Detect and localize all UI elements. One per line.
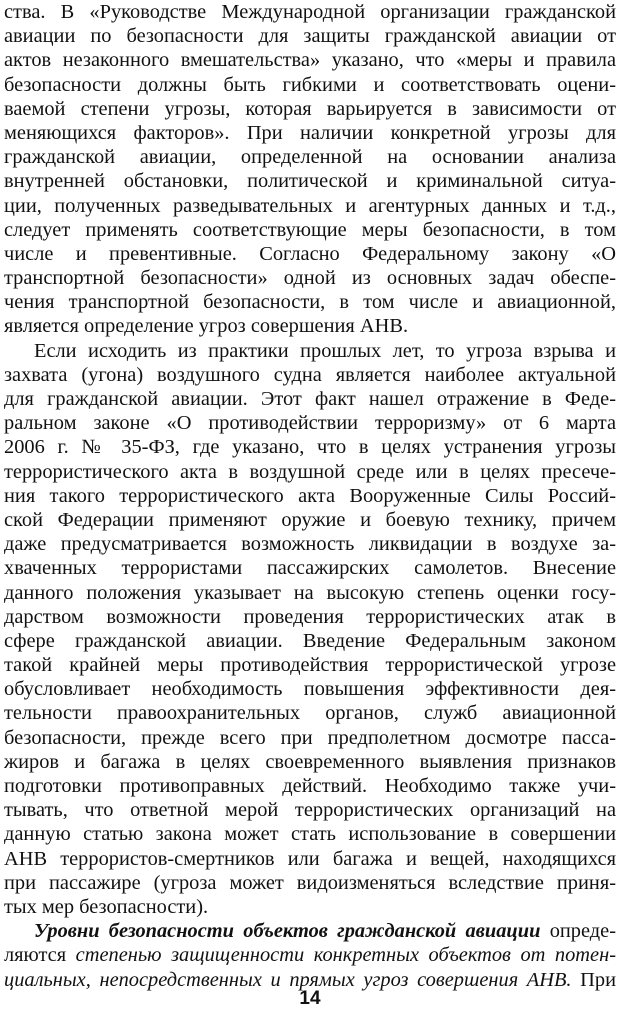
definition-line <box>4 943 616 967</box>
text-line: ния такого террористического акта Вооруженные Силы Россий- <box>4 484 616 507</box>
definition-line <box>4 919 616 943</box>
text-line: является определение угроз совершения АНВ. <box>4 315 409 338</box>
text-line: захвата (угона) воздушного судна является наиболее актуальной <box>4 363 616 386</box>
text-line: числе и превентивные. Согласно Федеральному закону «О <box>4 242 616 265</box>
text-line: внутренней обстановки, политической и криминальной ситуа- <box>4 170 616 193</box>
document-page <box>4 0 616 1022</box>
text-line: даже предусматривается возможность ликвидации в воздухе за- <box>4 533 616 556</box>
text-line: авиации по безопасности для защиты гражданской авиации от <box>4 25 616 48</box>
italic-text-run: степенью защищенности конкретных объектов от потен- <box>75 944 616 967</box>
text-line: меняющихся факторов». При наличии конкретной угрозы для <box>4 121 616 144</box>
text-line: следует применять соответствующие меры безопасности, в том <box>4 218 616 241</box>
text-line: ства. В «Руководстве Международной организации гражданской <box>4 1 616 23</box>
text-line: хваченных террористами пассажирских самолетов. Внесение <box>4 557 616 580</box>
text-line: такой крайней меры противодействия террористической угрозе <box>4 654 616 677</box>
text-run: опреде- <box>540 920 616 943</box>
text-line: АНВ террористов-смертников или багажа и вещей, находящихся <box>4 847 616 870</box>
text-line: ральном законе «О противодействии терроризму» от 6 марта <box>4 412 616 435</box>
text-line: 2006 г. № 35-ФЗ, где указано, что в целях устранения угрозы <box>4 436 616 459</box>
text-line: жиров и багажа в целях своевременного выявления признаков <box>4 750 616 773</box>
text-line: при пассажире (угроза может видоизменяться вследствие приня- <box>4 871 616 894</box>
text-line: тых мер безопасности). <box>4 895 209 918</box>
text-line: актов незаконного вмешательства» указано, что «меры и правила <box>4 49 616 72</box>
body-text <box>4 0 616 992</box>
text-run: При <box>571 968 616 991</box>
italic-text-run: циальных, непосредственных и прямых угроз совершения АНВ. <box>4 968 572 991</box>
text-line: безопасности, прежде всего при предполетном досмотре пасса- <box>4 726 616 749</box>
text-run: ляются <box>4 944 76 967</box>
text-line: обусловливает необходимость повышения эффективности дея- <box>4 678 616 701</box>
text-line: ции, полученных разведывательных и агентурных данных и т.д., <box>4 194 616 217</box>
text-line: транспортной безопасности» одной из основных задач обеспе- <box>4 267 616 290</box>
text-line: данную статью закона может стать использование в совершении <box>4 823 616 846</box>
text-line: чения транспортной безопасности, в том числе и авиационной, <box>4 291 616 314</box>
text-line: безопасности должны быть гибкими и соответствовать оцени- <box>4 73 616 96</box>
text-line: для гражданской авиации. Этот факт нашел отражение в Феде- <box>4 388 616 410</box>
text-line: дарством возможности проведения террористических атак в <box>4 605 616 628</box>
text-line: ваемой степени угрозы, которая варьируется в зависимости от <box>4 97 616 120</box>
text-line: тывать, что ответной мерой террористических организаций на <box>4 799 616 822</box>
text-line: Если исходить из практики прошлых лет, то угроза взрыва и <box>34 339 616 362</box>
text-line: подготовки противоправных действий. Необходимо также учи- <box>4 775 616 797</box>
text-line: данного положения указывает на высокую степень оценки госу- <box>4 581 616 604</box>
text-line: террористического акта в воздушной среде или в целях пресече- <box>4 460 616 483</box>
text-line: ской Федерации применяют оружие и боевую технику, причем <box>4 508 616 531</box>
text-line: тельности правоохранительных органов, служб авиационной <box>4 702 616 725</box>
defined-term: Уровни безопасности объектов гражданской авиации <box>34 920 541 943</box>
text-line: сфере гражданской авиации. Введение Федеральным законом <box>4 629 616 652</box>
text-line: гражданской авиации, определенной на основании анализа <box>4 146 616 169</box>
page-number: 14 <box>299 988 321 1009</box>
